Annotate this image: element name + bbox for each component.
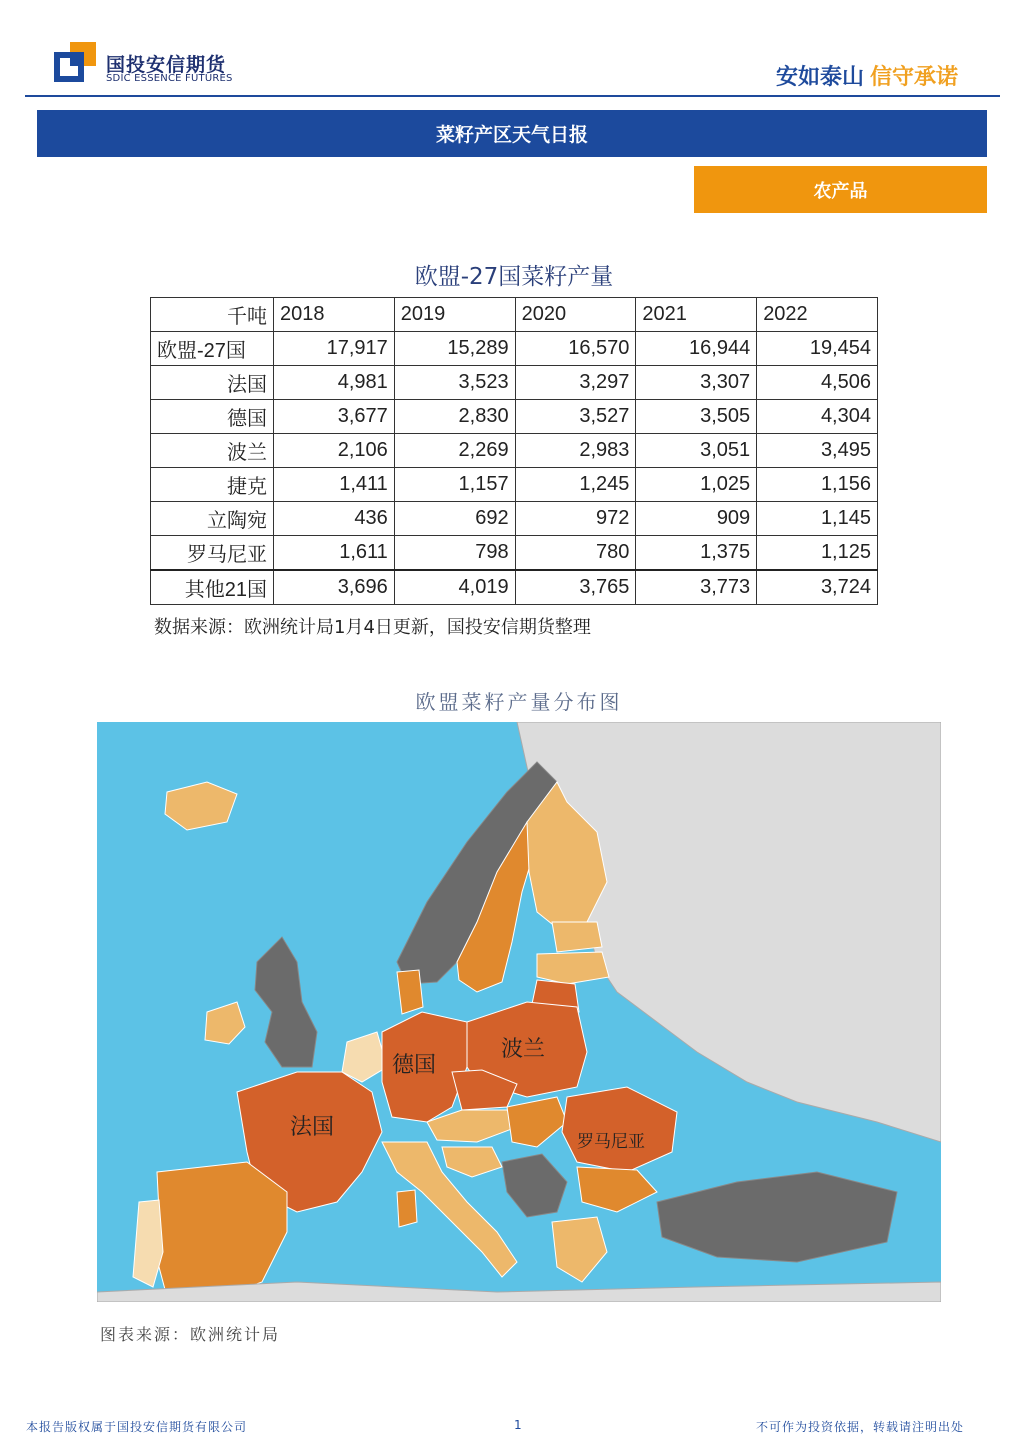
sardinia [397, 1190, 417, 1227]
table-cell: 1,157 [394, 468, 515, 502]
row-label: 法国 [151, 366, 274, 400]
table-cell: 2,983 [515, 434, 636, 468]
table-cell: 798 [394, 536, 515, 571]
table-cell: 16,944 [636, 332, 757, 366]
unit-header: 千吨 [151, 298, 274, 332]
table-cell: 436 [274, 502, 395, 536]
table-row [151, 366, 878, 400]
logo-english-name: SDIC ESSENCE FUTURES [106, 73, 233, 84]
table-cell: 1,025 [636, 468, 757, 502]
table-cell: 1,245 [515, 468, 636, 502]
table-row [151, 536, 878, 571]
row-label: 其他21国 [151, 570, 274, 605]
table-cell: 1,125 [757, 536, 878, 571]
table-row [151, 434, 878, 468]
map-label-france: 法国 [290, 1115, 335, 1140]
year-header: 2020 [515, 298, 636, 332]
table-header-row [151, 298, 878, 332]
map-label-romania: 罗马尼亚 [577, 1132, 645, 1152]
table-cell: 3,677 [274, 400, 395, 434]
table-title: 欧盟-27国菜籽产量 [414, 264, 614, 290]
category-label: 农产品 [813, 180, 868, 202]
table-cell: 972 [515, 502, 636, 536]
report-title: 菜籽产区天气日报 [435, 124, 588, 146]
report-title-banner [37, 110, 987, 157]
table-cell: 3,527 [515, 400, 636, 434]
page-number: 1 [514, 1418, 522, 1432]
logo-chinese-name: 国投安信期货 [106, 54, 227, 76]
table-cell: 17,917 [274, 332, 395, 366]
footer-disclaimer: 不可作为投资依据，转载请注明出处 [756, 1420, 965, 1434]
table-cell: 1,145 [757, 502, 878, 536]
table-row [151, 332, 878, 366]
row-label: 捷克 [151, 468, 274, 502]
map-label-poland: 波兰 [501, 1037, 546, 1062]
slogan-part-2: 信守承诺 [870, 65, 959, 90]
table-cell: 3,495 [757, 434, 878, 468]
table-cell: 1,611 [274, 536, 395, 571]
production-table [150, 297, 878, 605]
table-cell: 780 [515, 536, 636, 571]
row-label: 德国 [151, 400, 274, 434]
denmark [397, 970, 423, 1014]
table-cell: 3,523 [394, 366, 515, 400]
year-header: 2019 [394, 298, 515, 332]
table-cell: 3,724 [757, 570, 878, 605]
table-cell: 2,269 [394, 434, 515, 468]
table-source-note: 数据来源：欧洲统计局1月4日更新，国投安信期货整理 [154, 617, 591, 638]
table-cell: 1,156 [757, 468, 878, 502]
estonia-latvia [552, 922, 602, 952]
table-cell: 3,696 [274, 570, 395, 605]
row-label: 立陶宛 [151, 502, 274, 536]
footer-copyright: 本报告版权属于国投安信期货有限公司 [26, 1420, 248, 1434]
latvia [537, 952, 609, 984]
table-cell: 692 [394, 502, 515, 536]
table-cell: 15,289 [394, 332, 515, 366]
table-cell: 3,773 [636, 570, 757, 605]
row-label: 波兰 [151, 434, 274, 468]
table-cell: 1,411 [274, 468, 395, 502]
table-row [151, 570, 878, 605]
table-cell: 19,454 [757, 332, 878, 366]
slogan-part-1: 安如泰山 [776, 65, 865, 90]
year-header: 2018 [274, 298, 395, 332]
eu-rapeseed-map [97, 722, 941, 1302]
row-label: 罗马尼亚 [151, 536, 274, 571]
category-badge [694, 166, 987, 213]
table-cell: 3,297 [515, 366, 636, 400]
table-cell: 3,505 [636, 400, 757, 434]
slogan [776, 60, 958, 91]
map-source-note: 图表来源：欧洲统计局 [100, 1325, 281, 1344]
map-title: 欧盟菜籽产量分布图 [415, 690, 623, 714]
table-cell: 16,570 [515, 332, 636, 366]
table-cell: 4,506 [757, 366, 878, 400]
table-cell: 4,019 [394, 570, 515, 605]
table-cell: 909 [636, 502, 757, 536]
year-header: 2021 [636, 298, 757, 332]
table-cell: 4,981 [274, 366, 395, 400]
table-cell: 2,106 [274, 434, 395, 468]
table-cell: 3,307 [636, 366, 757, 400]
table-row [151, 400, 878, 434]
table-cell: 3,051 [636, 434, 757, 468]
map-label-germany: 德国 [392, 1053, 437, 1078]
header-divider [25, 95, 1000, 97]
table-row [151, 468, 878, 502]
year-header: 2022 [757, 298, 878, 332]
row-label: 欧盟-27国 [151, 332, 274, 366]
table-row [151, 502, 878, 536]
table-cell: 3,765 [515, 570, 636, 605]
table-cell: 2,830 [394, 400, 515, 434]
table-cell: 4,304 [757, 400, 878, 434]
table-cell: 1,375 [636, 536, 757, 571]
company-logo-icon [54, 42, 98, 84]
